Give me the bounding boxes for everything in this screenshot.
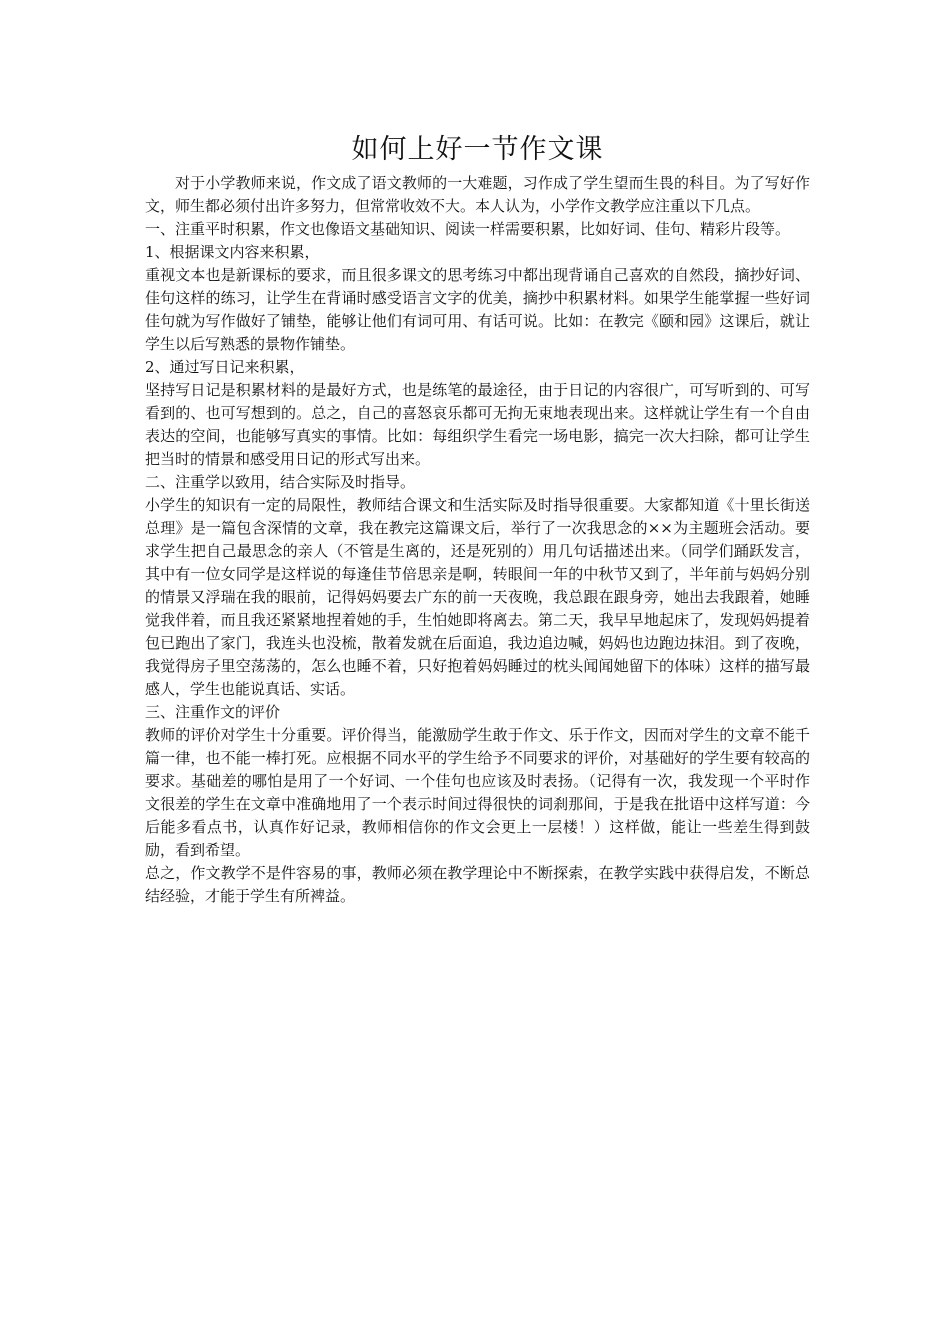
document-title: 如何上好一节作文课 — [351, 134, 604, 165]
section-heading-1: 一、注重平时积累，作文也像语文基础知识、阅读一样需要积累，比如好词、佳句、精彩片段等。 — [145, 220, 791, 238]
document-page — [145, 130, 810, 908]
subsection-heading-1-2: 2、通过写日记来积累， — [145, 358, 305, 376]
intro-paragraph: 对于小学教师来说，作文成了语文教师的一大难题，习作成了学生望而生畏的科目。为了写好作文，师生都必须付出许多努力，但常常收效不大。本人认为，小学作文教学应注重以下几点。 — [145, 174, 810, 215]
body-paragraph: 重视文本也是新课标的要求，而且很多课文的思考练习中都出现背诵自己喜欢的自然段，摘抄好词、佳句这样的练习，让学生在背诵时感受语言文字的优美，摘抄中积累材料。如果学生能掌握一些好词佳句就为写作做好了铺垫，能够让他们有词可用、有话可说。比如：在教完《颐和园》这课后，就让学生以后写熟悉的景物作铺垫。 — [145, 266, 810, 353]
document-body — [145, 172, 810, 908]
body-paragraph: 小学生的知识有一定的局限性，教师结合课文和生活实际及时指导很重要。大家都知道《十里长街送总理》是一篇包含深情的文章，我在教完这篇课文后，举行了一次我思念的××为主题班会活动。要求学生把自己最思念的亲人（不管是生离的，还是死别的）用几句话描述出来。（同学们踊跃发言，其中有一位女同学是这样说的每逢佳节倍思亲是啊，转眼间一年的中秋节又到了，半年前与妈妈分别的情景又浮瑞在我的眼前，记得妈妈要去广东的前一天夜晚，我总跟在跟身旁，她出去我跟着，她睡觉我伴着，而且我还紧紧地捏着她的手，生怕她即将离去。第二天，我早早地起床了，发现妈妈提着包已跑出了家门，我连头也没梳，散着发就在后面追，我边追边喊，妈妈也边跑边抹泪。到了夜晚，我觉得房子里空荡荡的，怎么也睡不着，只好抱着妈妈睡过的枕头闻闻她留下的体味）这样的描写最感人，学生也能说真话、实话。 — [145, 496, 810, 698]
conclusion-paragraph: 总之，作文教学不是件容易的事，教师必须在教学理论中不断探索，在教学实践中获得启发，不断总结经验，才能于学生有所裨益。 — [145, 864, 810, 905]
body-paragraph: 教师的评价对学生十分重要。评价得当，能激励学生敢于作文、乐于作文，因而对学生的文章不能千篇一律，也不能一棒打死。应根据不同水平的学生给予不同要求的评价，对基础好的学生要有较高的要求。基础差的哪怕是用了一个好词、一个佳句也应该及时表扬。（记得有一次，我发现一个平时作文很差的学生在文章中准确地用了一个表示时间过得很快的词刹那间，于是我在批语中这样写道：今后能多看点书，认真作好记录，教师相信你的作文会更上一层楼！）这样做，能让一些差生得到鼓励，看到希望。 — [145, 726, 810, 859]
subsection-heading-1-1: 1、根据课文内容来积累， — [145, 243, 320, 261]
section-heading-3: 三、注重作文的评价 — [145, 703, 281, 721]
body-paragraph: 坚持写日记是积累材料的是最好方式，也是练笔的最途径，由于日记的内容很广，可写听到的、可写看到的、也可写想到的。总之，自己的喜怒哀乐都可无拘无束地表现出来。这样就让学生有一个自由表达的空间，也能够写真实的事情。比如：每组织学生看完一场电影，搞完一次大扫除，都可让学生把当时的情景和感受用日记的形式写出来。 — [145, 381, 810, 468]
section-heading-2: 二、注重学以致用，结合实际及时指导。 — [145, 473, 416, 491]
